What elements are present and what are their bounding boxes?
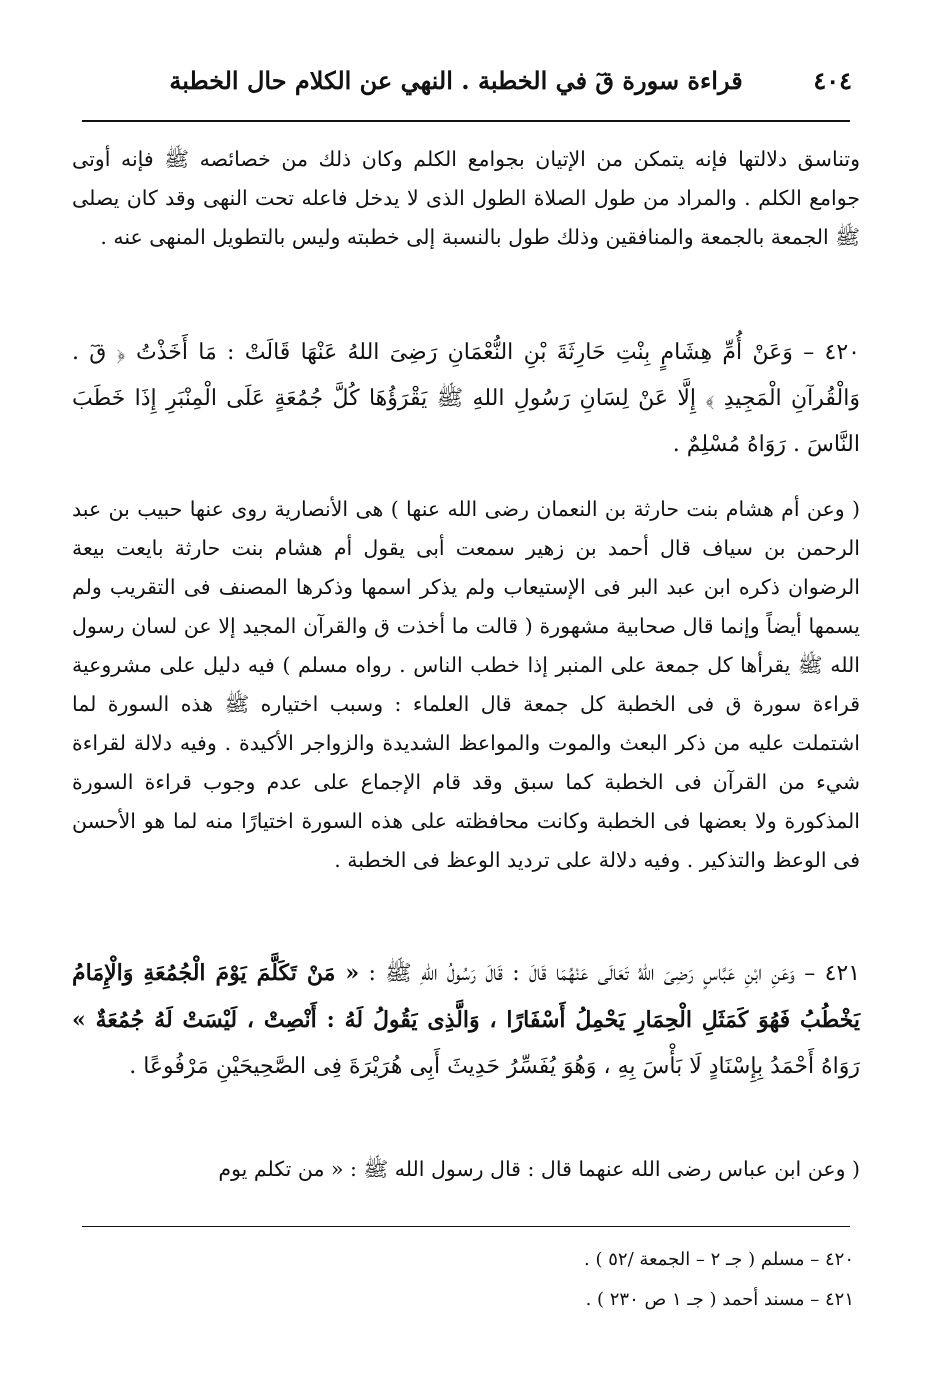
footnote-421: ٤٢١ – مسند أحمد ( جـ ١ ص ٢٣٠ ) .: [585, 1289, 854, 1310]
commentary-text: ( وعن ابن عباس رضى الله عنهما قال : قال رسول الله ﷺ : « من تكلم يوم: [218, 1157, 860, 1181]
hadith-420: [72, 330, 860, 468]
running-title: قراءة سورة قٓ في الخطبة . النهي عن الكلام حال الخطبة: [169, 66, 743, 95]
hadith-421-takhrij: رَوَاهُ أَحْمَدُ بِإِسْنَادٍ لَا بَأْسَ بِهِ ، وَهُوَ يُفَسِّرُ حَدِيثَ أَبِى هُرَيْرَةَ فِى الصَّحِيحَيْنِ مَرْفُوعًا .: [129, 1054, 860, 1079]
hadith-421-matn: « مَنْ تَكَلَّمَ يَوْمَ الْجُمُعَةِ وَالْإِمَامُ يَخْطُبُ فَهُوَ كَمَثَلِ الْحِمَارِ يَحْمِلُ أَسْفَارًا ، وَالَّذِى يَقُولُ لَهُ : أَنْصِتْ ، لَيْسَتْ لَهُ جُمُعَةٌ »: [72, 960, 860, 1033]
page-header: [120, 62, 852, 102]
hadith-421: [72, 950, 860, 1090]
commentary-paragraph-2: [72, 490, 860, 880]
commentary-text: ( وعن أم هشام بنت حارثة بن النعمان رضى الله عنها ) هى الأنصارية روى عنها حبيب بن عبد الرحمن بن سياف قال أحمد بن زهير سمعت أبى يقول أم هشام بنت حارثة بايعت بيعة الرضوان ذكره ابن عبد البر فى الإستيعاب ولم يذكر اسمها وذكرها المصنف فى التقريب ولم يسمها أيضاً وإنما قال صحابية مشهورة ( قالت ما أخذت ق والقرآن المجيد إلا عن لسان رسول الله ﷺ يقرأها كل جمعة على المنبر إذا خطب الناس . رواه مسلم ) فيه دليل على مشروعية قراءة سورة ق فى الخطبة كل جمعة قال العلماء : وسبب اختياره ﷺ هذه السورة لما اشتملت عليه من ذكر البعث والموت والمواعظ الشديدة والزواجر الأكيدة . وفيه دلالة لقراءة شيء من القرآن فى الخطبة كما سبق وقد قام الإجماع على عدم وجوب قراءة السورة المذكورة ولا بعضها فى الخطبة وكانت محافظته على هذه السورة اختيارًا منه لما هو الأحسن فى الوعظ والتذكير . وفيه دلالة على ترديد الوعظ فى الخطبة .: [72, 497, 860, 872]
header-rule: [82, 120, 850, 122]
commentary-text: وتناسق دلالتها فإنه يتمكن من الإتيان بجوامع الكلم وكان ذلك من خصائصه ﷺ فإنه أوتى جوامع الكلم . والمراد من طول الصلاة الطول الذى لا يدخل فاعله تحت النهى وقد كان يصلى ﷺ الجمعة بالجمعة والمنافقين وذلك طول بالنسبة إلى خطبته وليس بالتطويل المنهى عنه .: [72, 147, 860, 249]
footnote-rule: [82, 1226, 850, 1227]
footnotes: [300, 1240, 854, 1320]
commentary-paragraph-3: [72, 1150, 860, 1189]
commentary-paragraph-1: [72, 140, 860, 257]
hadith-420-text: ٤٢٠ – وَعَنْ أُمِّ هِشَامٍ بِنْتِ حَارِثَةَ بْنِ النُّعْمَانِ رَضِىَ اللهُ عَنْهَا قَالَتْ : مَا أَخَذْتُ ﴿ قٓ . وَالْقُرآنِ الْمَجِيدِ ﴾ إِلَّا عَنْ لِسَانِ رَسُولِ اللهِ ﷺ يَقْرَؤُهَا كُلَّ جُمُعَةٍ عَلَى الْمِنْبَرِ إِذَا خَطَبَ النَّاسَ . رَوَاهُ مُسْلِمٌ .: [72, 340, 860, 457]
hadith-421-intro: ٤٢١ – وَعَنِ ابْنِ عَبَّاسٍ رَضِىَ اللهُ تَعَالَى عَنْهُمَا قَالَ : قَالَ رَسُولُ اللهِ ﷺ :: [368, 961, 861, 986]
page-number: ٤٠٤: [813, 66, 852, 95]
footnote-420: ٤٢٠ – مسلم ( جـ ٢ – الجمعة /٥٢ ) .: [584, 1249, 854, 1270]
